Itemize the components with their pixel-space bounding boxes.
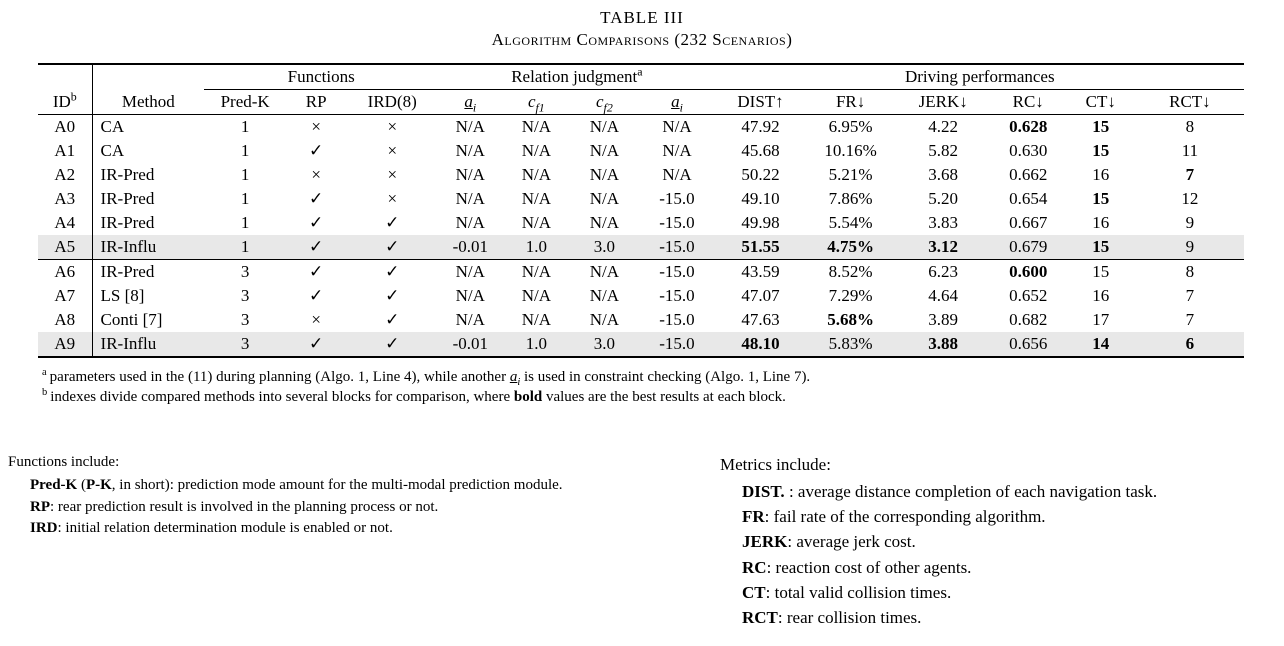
table-cell: 47.63 bbox=[741, 310, 780, 329]
table-cell: 7 bbox=[1185, 286, 1195, 305]
table-cell: × bbox=[311, 117, 321, 136]
legends bbox=[0, 452, 1284, 630]
table-cell: -15.0 bbox=[659, 189, 695, 208]
text-segment: bold bbox=[513, 389, 543, 405]
table-number: TABLE III bbox=[600, 8, 684, 27]
legend-heading: Functions include: bbox=[8, 454, 120, 470]
metrics-legend bbox=[720, 452, 1157, 630]
table-cell: 4.75% bbox=[806, 235, 896, 260]
table-cell: A7 bbox=[38, 284, 92, 308]
legend-item bbox=[30, 518, 710, 539]
table-cell: 1 bbox=[240, 189, 250, 208]
column-header: CT↓ bbox=[1066, 90, 1136, 115]
table-cell: LS [8] bbox=[100, 286, 145, 305]
table-cell: × bbox=[387, 141, 398, 160]
table-row bbox=[38, 163, 1244, 187]
column-header: Pred-K bbox=[204, 90, 286, 115]
table-cell: 49.98 bbox=[741, 213, 780, 232]
subscript: i bbox=[679, 100, 683, 115]
table-cell: 15 bbox=[1092, 141, 1110, 160]
functions-legend bbox=[8, 452, 710, 539]
column-header: IRD(8) bbox=[346, 90, 438, 115]
table-cell: Conti [7] bbox=[100, 310, 163, 329]
table-cell: N/A bbox=[521, 310, 551, 329]
column-header: DIST↑ bbox=[716, 90, 806, 115]
table-cell: CA bbox=[100, 117, 125, 136]
math-symbol: $a_i$ bbox=[671, 92, 683, 115]
group-header: Functions bbox=[204, 64, 438, 90]
table-cell: 3.68 bbox=[928, 165, 959, 184]
table-cell: A6 bbox=[38, 260, 92, 285]
table-cell: A5 bbox=[38, 235, 92, 260]
text-segment: RC bbox=[742, 557, 767, 577]
group-header: Relation judgment$^a$ bbox=[438, 64, 715, 90]
table-cell: N/A bbox=[589, 310, 620, 329]
subscript: f1 bbox=[535, 100, 545, 115]
table-cell: -15.0 bbox=[659, 310, 695, 329]
table-cell: ✓ bbox=[309, 189, 324, 208]
table-cell: 8 bbox=[1185, 262, 1195, 281]
subscript: i bbox=[472, 100, 477, 115]
table-cell: CA bbox=[100, 141, 125, 160]
text-segment: CT bbox=[742, 582, 766, 602]
table-row bbox=[38, 308, 1244, 332]
table-cell: 3.83 bbox=[928, 213, 959, 232]
table-cell: 3 bbox=[240, 262, 250, 281]
footnote bbox=[42, 369, 1284, 386]
footnotes bbox=[42, 369, 1284, 406]
table-cell: N/A bbox=[662, 165, 692, 184]
table-cell: 0.682 bbox=[1009, 310, 1048, 329]
table-cell: 0.656 bbox=[991, 332, 1066, 357]
text-segment: : fail rate of the corresponding algorithm. bbox=[764, 507, 1046, 527]
table-cell: 3.12 bbox=[896, 235, 991, 260]
text-segment: : total valid collision times. bbox=[765, 582, 952, 602]
table-cell: N/A bbox=[521, 213, 551, 232]
table-cell: 5.83% bbox=[806, 332, 896, 357]
table-cell: 1 bbox=[240, 165, 250, 184]
table-cell: N/A bbox=[455, 213, 485, 232]
table-cell: N/A bbox=[521, 262, 551, 281]
table-cell: 5.54% bbox=[828, 213, 873, 232]
table-cell: ✓ bbox=[346, 235, 438, 260]
table-cell: 6.95% bbox=[828, 117, 873, 136]
table-cell: 17 bbox=[1092, 310, 1110, 329]
table-cell: 1 bbox=[204, 235, 286, 260]
text-segment: : average jerk cost. bbox=[787, 532, 916, 552]
table-cell: 0.630 bbox=[1009, 141, 1048, 160]
legend-item bbox=[742, 555, 1157, 580]
table-cell: ✓ bbox=[346, 332, 438, 357]
table-cell: N/A bbox=[662, 141, 692, 160]
table-cell: A1 bbox=[38, 139, 92, 163]
text-segment: DIST. bbox=[742, 482, 785, 502]
math-symbol: $c_{f1}$ bbox=[527, 92, 545, 115]
table-cell: ✓ bbox=[309, 286, 324, 305]
text-segment: FR bbox=[742, 507, 765, 527]
text-segment: P-K bbox=[85, 477, 112, 494]
group-header bbox=[38, 64, 92, 90]
table-row bbox=[38, 187, 1244, 211]
table-cell: 3 bbox=[204, 332, 286, 357]
table-title: Algorithm Comparisons (232 Scenarios) bbox=[491, 30, 793, 49]
table-cell: -15.0 bbox=[638, 235, 715, 260]
legend-item bbox=[742, 529, 1157, 554]
text-segment: , in short): prediction mode amount for the multi-modal prediction module. bbox=[111, 477, 563, 494]
table-cell: -0.01 bbox=[438, 332, 502, 357]
column-header bbox=[570, 90, 638, 115]
table-cell: ✓ bbox=[309, 213, 324, 232]
footnote-marker: b bbox=[42, 387, 48, 398]
text-segment: : rear collision times. bbox=[777, 607, 922, 627]
table-cell: 3.89 bbox=[928, 310, 959, 329]
table-cell: 5.20 bbox=[928, 189, 959, 208]
table-cell: 1 bbox=[240, 141, 250, 160]
table-cell: 11 bbox=[1181, 141, 1199, 160]
table-cell: 7 bbox=[1185, 165, 1195, 184]
table-cell: 47.92 bbox=[741, 117, 780, 136]
table-cell: 1.0 bbox=[502, 332, 570, 357]
subscript: i bbox=[517, 377, 521, 388]
table-cell: 9 bbox=[1136, 235, 1244, 260]
math-symbol: $a_i$ bbox=[464, 92, 477, 115]
table-cell: 7 bbox=[1185, 310, 1195, 329]
table-cell: 8.52% bbox=[828, 262, 873, 281]
table-cell: 5.68% bbox=[827, 310, 874, 329]
table-cell: N/A bbox=[589, 286, 620, 305]
table-cell: IR-Influ bbox=[92, 332, 204, 357]
table-cell: 12 bbox=[1181, 189, 1199, 208]
legend-item bbox=[742, 479, 1157, 504]
table-cell: 5.82 bbox=[928, 141, 959, 160]
table-cell: N/A bbox=[589, 189, 620, 208]
table-cell: N/A bbox=[662, 117, 692, 136]
table-cell: 16 bbox=[1092, 165, 1110, 184]
table-cell: 9 bbox=[1185, 213, 1195, 232]
legend-item bbox=[742, 580, 1157, 605]
group-header-row bbox=[38, 64, 1244, 90]
subscript: f2 bbox=[603, 100, 613, 115]
table-cell: N/A bbox=[521, 286, 551, 305]
table-cell: 0.679 bbox=[991, 235, 1066, 260]
table-cell: N/A bbox=[455, 189, 485, 208]
table-row bbox=[38, 211, 1244, 235]
column-header: $ID^b$ bbox=[38, 90, 92, 115]
table-cell: N/A bbox=[589, 141, 620, 160]
table-cell: ✓ bbox=[286, 332, 346, 357]
text-segment: RP bbox=[30, 498, 50, 515]
table-cell: 8 bbox=[1185, 117, 1195, 136]
group-header bbox=[92, 64, 204, 90]
table-cell: ✓ bbox=[385, 310, 400, 329]
table-cell: × bbox=[387, 189, 398, 208]
table-cell: A3 bbox=[38, 187, 92, 211]
table-cell: IR-Pred bbox=[100, 189, 155, 208]
column-header: FR↓ bbox=[806, 90, 896, 115]
table-cell: 3.0 bbox=[570, 235, 638, 260]
table-cell: N/A bbox=[521, 141, 551, 160]
table-cell: N/A bbox=[455, 310, 485, 329]
table-cell: 0.654 bbox=[1009, 189, 1048, 208]
table-cell: ✓ bbox=[309, 141, 324, 160]
table-cell: 7.86% bbox=[828, 189, 873, 208]
table-cell: 49.10 bbox=[741, 189, 780, 208]
legend-item bbox=[742, 504, 1157, 529]
table-cell: 6 bbox=[1136, 332, 1244, 357]
table-cell: N/A bbox=[455, 286, 485, 305]
table-cell: × bbox=[387, 165, 398, 184]
table-cell: 15 bbox=[1092, 189, 1110, 208]
table-row bbox=[38, 139, 1244, 163]
table-cell: 16 bbox=[1092, 286, 1110, 305]
table-cell: A2 bbox=[38, 163, 92, 187]
text-segment: : average distance completion of each navigation task. bbox=[784, 482, 1158, 502]
legend-item bbox=[742, 605, 1157, 630]
table-cell: 16 bbox=[1092, 213, 1110, 232]
legend-item bbox=[30, 475, 710, 496]
table-cell: N/A bbox=[589, 213, 620, 232]
table-row bbox=[38, 284, 1244, 308]
text-segment: RCT bbox=[742, 607, 778, 627]
table-cell: 4.22 bbox=[928, 117, 959, 136]
table-cell: 51.55 bbox=[716, 235, 806, 260]
table-cell: IR-Influ bbox=[92, 235, 204, 260]
table-cell: ✓ bbox=[385, 262, 400, 281]
table-cell: -0.01 bbox=[438, 235, 502, 260]
table-cell: -15.0 bbox=[659, 286, 695, 305]
table-cell: 3.0 bbox=[570, 332, 638, 357]
text-segment: JERK bbox=[742, 532, 788, 552]
text-segment: : reaction cost of other agents. bbox=[766, 557, 972, 577]
text-segment: $a_i$ bbox=[509, 369, 521, 388]
table-cell: N/A bbox=[455, 262, 485, 281]
table-cell: N/A bbox=[521, 117, 551, 136]
table-caption bbox=[0, 0, 1284, 50]
table-cell: 0.652 bbox=[1009, 286, 1048, 305]
table-cell: A0 bbox=[38, 115, 92, 140]
table-cell: 1 bbox=[240, 213, 250, 232]
text-segment: : rear prediction result is involved in the planning process or not. bbox=[50, 498, 439, 515]
footnote-marker: a bbox=[42, 367, 47, 378]
column-header: RCT↓ bbox=[1136, 90, 1244, 115]
table-cell: 3.88 bbox=[896, 332, 991, 357]
table-cell: 1.0 bbox=[502, 235, 570, 260]
table-cell: 0.628 bbox=[1009, 117, 1048, 136]
table-cell: ✓ bbox=[385, 286, 400, 305]
table-cell: × bbox=[311, 165, 321, 184]
table-cell: 5.21% bbox=[828, 165, 873, 184]
column-header: JERK↓ bbox=[896, 90, 991, 115]
table-cell: 6.23 bbox=[928, 262, 959, 281]
text-segment: Pred-K bbox=[30, 477, 78, 494]
table-cell: IR-Pred bbox=[100, 165, 155, 184]
table-cell: 48.10 bbox=[716, 332, 806, 357]
footnote bbox=[42, 389, 1284, 406]
table-cell: 14 bbox=[1066, 332, 1136, 357]
column-header bbox=[638, 90, 715, 115]
table-cell: 1 bbox=[240, 117, 250, 136]
table-cell: 15 bbox=[1092, 117, 1110, 136]
table-cell: 15 bbox=[1092, 262, 1110, 281]
table-cell: N/A bbox=[521, 165, 551, 184]
column-header: RP bbox=[286, 90, 346, 115]
legend-item bbox=[30, 497, 710, 518]
table-row bbox=[38, 235, 1244, 260]
table-cell: A4 bbox=[38, 211, 92, 235]
table-cell: × bbox=[387, 117, 398, 136]
table-cell: ✓ bbox=[385, 213, 400, 232]
column-header: Method bbox=[92, 90, 204, 115]
table-cell: ✓ bbox=[286, 235, 346, 260]
table-cell: -15.0 bbox=[659, 213, 695, 232]
table-cell: 7.29% bbox=[828, 286, 873, 305]
table-cell: N/A bbox=[455, 117, 485, 136]
table-cell: N/A bbox=[521, 189, 551, 208]
table-cell: IR-Pred bbox=[100, 213, 155, 232]
table-cell: N/A bbox=[455, 165, 485, 184]
text-segment: parameters used in the (11) during planning (Algo. 1, Line 4), while another bbox=[49, 369, 510, 385]
table-row bbox=[38, 260, 1244, 285]
column-header-row bbox=[38, 90, 1244, 115]
math-symbol: $c_{f2}$ bbox=[596, 92, 613, 115]
table-cell: 47.07 bbox=[741, 286, 780, 305]
superscript: b bbox=[70, 89, 77, 104]
comparison-table bbox=[38, 63, 1244, 358]
column-header bbox=[502, 90, 570, 115]
table-cell: N/A bbox=[455, 141, 485, 160]
table-cell: N/A bbox=[589, 117, 620, 136]
superscript: a bbox=[637, 64, 643, 79]
text-segment: ( bbox=[77, 477, 86, 494]
table-cell: 3 bbox=[240, 286, 250, 305]
table-cell: 0.662 bbox=[1009, 165, 1048, 184]
column-header bbox=[438, 90, 502, 115]
table-cell: 43.59 bbox=[741, 262, 780, 281]
table-cell: 10.16% bbox=[824, 141, 877, 160]
table-row bbox=[38, 115, 1244, 140]
table-cell: 3 bbox=[240, 310, 250, 329]
text-segment: IRD bbox=[30, 519, 58, 536]
text-segment: is used in constraint checking (Algo. 1, Line 7). bbox=[520, 369, 811, 385]
table-cell: -15.0 bbox=[659, 262, 695, 281]
table-cell: N/A bbox=[589, 262, 620, 281]
legend-heading: Metrics include: bbox=[720, 455, 831, 474]
table-cell: 0.600 bbox=[1009, 262, 1048, 281]
text-segment: : initial relation determination module is enabled or not. bbox=[57, 519, 393, 536]
table-cell: 4.64 bbox=[928, 286, 959, 305]
table-cell: IR-Pred bbox=[100, 262, 155, 281]
table-row bbox=[38, 332, 1244, 357]
table-cell: N/A bbox=[589, 165, 620, 184]
text-segment: values are the best results at each block. bbox=[542, 389, 786, 405]
column-header: RC↓ bbox=[991, 90, 1066, 115]
table-cell: -15.0 bbox=[638, 332, 715, 357]
table-cell: 50.22 bbox=[741, 165, 780, 184]
table-cell: 15 bbox=[1066, 235, 1136, 260]
table-cell: 0.667 bbox=[1009, 213, 1048, 232]
table-cell: A8 bbox=[38, 308, 92, 332]
table-cell: ✓ bbox=[309, 262, 324, 281]
text-segment: indexes divide compared methods into several blocks for comparison, where bbox=[50, 389, 514, 405]
table-cell: × bbox=[311, 310, 321, 329]
table-cell: A9 bbox=[38, 332, 92, 357]
group-header: Driving performances bbox=[716, 64, 1244, 90]
table-cell: 45.68 bbox=[741, 141, 780, 160]
